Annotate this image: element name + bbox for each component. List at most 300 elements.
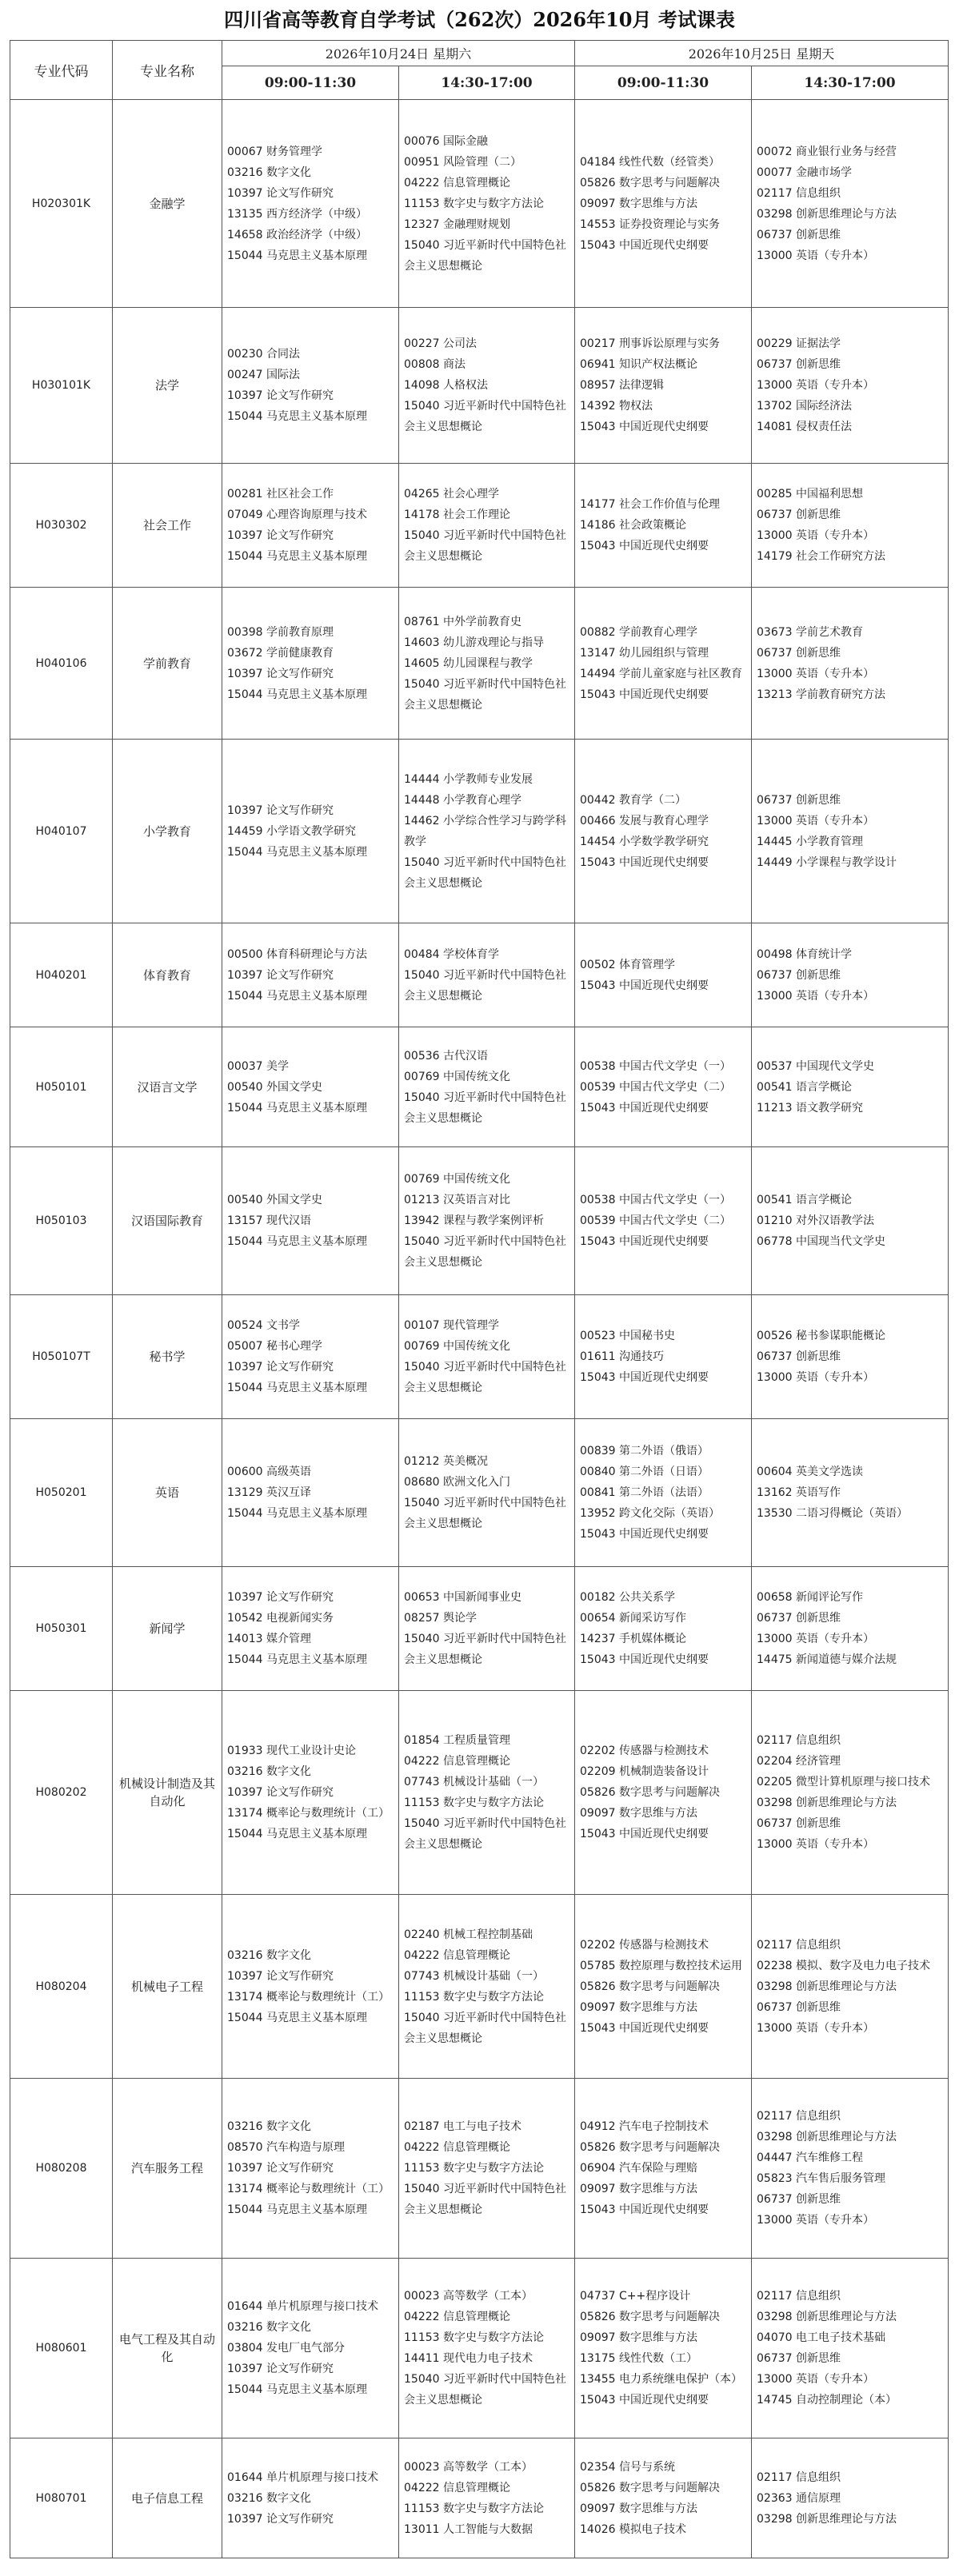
course-entry: 03216 数字文化 [227,1948,311,1962]
course-entry: 00808 商法 [404,358,466,371]
course-entry: 13702 国际经济法 [757,400,852,413]
course-entry: 02117 信息组织 [757,186,841,200]
exam-slot-cell [399,1147,575,1295]
course-entry: 14745 自动控制理论（本） [757,2394,897,2407]
exam-slot-cell [575,1691,752,1895]
exam-slot-cell [222,2079,399,2259]
course-entry: 08680 欧洲文化入门 [404,1476,510,1489]
course-entry: 15043 中国近现代史纲要 [580,1371,709,1384]
exam-slot-cell [752,1895,949,2079]
course-entry: 00538 中国古代文学史（一） [580,1194,731,1206]
course-entry: 13952 跨文化交际（英语） [580,1507,720,1520]
course-entry: 00524 文书学 [227,1319,300,1332]
table-row [10,308,949,464]
course-entry: 15044 马克思主义基本原理 [227,1101,367,1115]
exam-slot-cell [399,308,575,464]
major-code: H050103 [10,1147,113,1295]
course-entry: 03673 学前艺术教育 [757,625,863,639]
exam-slot-cell [222,2259,399,2438]
exam-slot-cell [752,923,949,1027]
course-entry: 02202 传感器与检测技术 [580,1938,709,1952]
course-entry: 06904 汽车保险与理赔 [580,2162,697,2175]
exam-slot-cell [575,1419,752,1567]
exam-slot-cell [575,1567,752,1691]
course-entry: 03298 创新思维理论与方法 [757,2311,897,2323]
course-entry: 02363 通信原理 [757,2491,841,2505]
table-row [10,2259,949,2438]
exam-slot-cell [399,588,575,740]
course-entry: 15040 习近平新时代中国特色社会主义思想概论 [404,1361,566,1394]
course-entry: 13174 概率论与数理统计（工） [227,2183,390,2195]
course-entry: 03216 数字文化 [227,2120,311,2133]
course-entry: 11153 数字史与数字方法论 [404,2331,544,2344]
course-entry: 15044 马克思主义基本原理 [227,2011,367,2024]
exam-slot-cell [752,1147,949,1295]
course-entry: 03672 学前健康教育 [227,646,334,660]
course-entry: 04184 线性代数（经管类） [580,155,720,169]
course-entry: 14448 小学教育心理学 [404,793,521,807]
major-name: 机械设计制造及其自动化 [113,1691,222,1895]
major-code: H050201 [10,1419,113,1567]
major-name: 英语 [113,1419,222,1567]
course-entry: 13162 英语写作 [757,1486,841,1499]
course-entry: 01933 现代工业设计史论 [227,1745,356,1757]
major-code: H080204 [10,1895,113,2079]
course-entry: 13175 线性代数（工） [580,2352,697,2365]
exam-slot-cell [752,1419,949,1567]
table-row [10,2079,949,2259]
course-entry: 10397 论文写作研究 [227,968,334,982]
course-entry: 15043 中国近现代史纲要 [580,2394,709,2407]
course-entry: 00840 第二外语（日语） [580,1465,709,1478]
exam-slot-cell [752,588,949,740]
course-entry: 00882 学前教育心理学 [580,625,697,639]
course-entry: 00540 外国文学史 [227,1194,322,1206]
course-entry: 14449 小学课程与教学设计 [757,855,897,869]
course-entry: 00540 外国文学史 [227,1080,322,1094]
course-entry: 05826 数字思考与问题解决 [580,2311,720,2323]
major-name: 社会工作 [113,464,222,588]
exam-slot-cell [752,1567,949,1691]
exam-slot-cell [222,1895,399,2079]
course-entry: 15040 习近平新时代中国特色社会主义思想概论 [404,1633,566,1666]
course-entry: 02117 信息组织 [757,2290,841,2303]
course-entry: 00398 学前教育原理 [227,625,334,639]
exam-slot-cell [399,2079,575,2259]
exam-slot-cell [222,1295,399,1419]
course-entry: 00526 秘书参谋职能概论 [757,1330,885,1342]
course-entry: 06737 创新思维 [757,2193,841,2206]
course-entry: 14237 手机媒体概论 [580,1633,686,1645]
course-entry: 05826 数字思考与问题解决 [580,1786,720,1799]
course-entry: 13000 英语（专升本） [757,1371,874,1384]
major-code: H080701 [10,2438,113,2558]
course-entry: 14013 媒介管理 [227,1633,311,1645]
table-row [10,1419,949,1567]
course-entry: 14178 社会工作理论 [404,508,510,521]
course-entry: 15044 马克思主义基本原理 [227,2383,367,2396]
course-entry: 11213 语文教学研究 [757,1101,863,1115]
course-entry: 13213 学前教育研究方法 [757,688,885,701]
major-code: H050301 [10,1567,113,1691]
table-row [10,464,949,588]
course-entry: 00227 公司法 [404,337,477,350]
exam-slot-cell [222,464,399,588]
course-entry: 15044 马克思主义基本原理 [227,688,367,701]
exam-slot-cell [752,100,949,308]
exam-slot-cell [399,1895,575,2079]
course-entry: 05007 秘书心理学 [227,1340,322,1353]
exam-slot-cell [399,464,575,588]
course-entry: 13174 概率论与数理统计（工） [227,1807,390,1820]
course-entry: 00604 英美文学选读 [757,1465,863,1478]
exam-slot-cell [575,308,752,464]
course-entry: 02240 机械工程控制基础 [404,1928,533,1941]
course-entry: 01210 对外汉语教学法 [757,1214,874,1227]
course-entry: 00230 合同法 [227,348,300,361]
exam-slot-cell [575,588,752,740]
course-entry: 11153 数字史与数字方法论 [404,2162,544,2175]
course-entry: 00769 中国传统文化 [404,1070,510,1083]
course-entry: 13000 英语（专升本） [757,2214,874,2227]
exam-slot-cell [575,740,752,923]
course-entry: 00539 中国古代文学史（二） [580,1080,731,1094]
course-entry: 08570 汽车构造与原理 [227,2141,345,2154]
course-entry: 00484 学校体育学 [404,947,499,961]
course-entry: 11153 数字史与数字方法论 [404,2502,544,2515]
course-entry: 04222 信息管理概论 [404,2141,510,2154]
course-entry: 04912 汽车电子控制技术 [580,2120,709,2133]
course-entry: 04222 信息管理概论 [404,1755,510,1768]
exam-slot-cell [575,464,752,588]
course-entry: 15043 中国近现代史纲要 [580,238,709,252]
table-row [10,2438,949,2558]
course-entry: 02205 微型计算机原理与接口技术 [757,1776,930,1788]
course-entry: 06737 创新思维 [757,508,841,521]
major-code: H040106 [10,588,113,740]
course-entry: 14081 侵权责任法 [757,421,852,433]
course-entry: 00076 国际金融 [404,134,488,148]
exam-slot-cell [575,1027,752,1147]
course-entry: 00600 高级英语 [227,1465,311,1478]
course-entry: 02354 信号与系统 [580,2460,675,2474]
course-entry: 06737 创新思维 [757,2000,841,2014]
header-day1: 2026年10月24日 星期六 [222,41,575,66]
course-entry: 15040 习近平新时代中国特色社会主义思想概论 [404,968,566,1003]
exam-slot-cell [222,588,399,740]
course-entry: 00023 高等数学（工本） [404,2290,533,2303]
major-name: 法学 [113,308,222,464]
course-entry: 13011 人工智能与大数据 [404,2522,533,2536]
exam-slot-cell [399,1419,575,1567]
course-entry: 00654 新闻采访写作 [580,1612,686,1625]
table-row [10,100,949,308]
course-entry: 14026 模拟电子技术 [580,2522,686,2536]
course-entry: 11153 数字史与数字方法论 [404,197,544,210]
course-entry: 14454 小学数学教学研究 [580,835,709,848]
course-entry: 10397 论文写作研究 [227,804,334,817]
exam-slot-cell [752,308,949,464]
course-entry: 13147 幼儿园组织与管理 [580,646,709,660]
course-entry: 06737 创新思维 [757,2352,841,2365]
course-entry: 06737 创新思维 [757,1350,841,1363]
course-entry: 15043 中国近现代史纲要 [580,1528,709,1541]
exam-slot-cell [399,100,575,308]
course-entry: 00107 现代管理学 [404,1319,499,1332]
course-entry: 14553 证券投资理论与实务 [580,217,720,231]
course-entry: 15040 习近平新时代中国特色社会主义思想概论 [404,1235,566,1269]
course-entry: 02204 经济管理 [757,1755,841,1768]
course-entry: 00769 中国传统文化 [404,1173,510,1186]
course-entry: 00537 中国现代文学史 [757,1059,874,1073]
course-entry: 00523 中国秘书史 [580,1330,675,1342]
course-entry: 00229 证据法学 [757,337,841,350]
course-entry: 13942 课程与教学案例评析 [404,1214,544,1227]
course-entry: 09097 数字思维与方法 [580,2331,697,2344]
exam-slot-cell [752,464,949,588]
exam-slot-cell [575,100,752,308]
course-entry: 15040 习近平新时代中国特色社会主义思想概论 [404,2183,566,2216]
course-entry: 10542 电视新闻实务 [227,1612,334,1625]
course-entry: 15040 习近平新时代中国特色社会主义思想概论 [404,677,566,712]
exam-slot-cell [575,1147,752,1295]
course-entry: 15043 中国近现代史纲要 [580,1828,709,1840]
course-entry: 04222 信息管理概论 [404,176,510,189]
course-entry: 05826 数字思考与问题解决 [580,2141,720,2154]
major-name: 体育教育 [113,923,222,1027]
header-name: 专业名称 [113,41,222,100]
course-entry: 06737 创新思维 [757,1817,841,1830]
course-entry: 00841 第二外语（法语） [580,1486,709,1499]
course-entry: 13129 英汉互译 [227,1486,311,1499]
course-entry: 15040 习近平新时代中国特色社会主义思想概论 [404,1497,566,1530]
course-entry: 14658 政治经济学（中级） [227,228,367,241]
course-entry: 10397 论文写作研究 [227,1361,334,1374]
course-entry: 13000 英语（专升本） [757,529,874,542]
exam-slot-cell [222,100,399,308]
course-entry: 14186 社会政策概论 [580,519,686,532]
course-entry: 15040 习近平新时代中国特色社会主义思想概论 [404,2373,566,2407]
exam-slot-cell [752,1027,949,1147]
course-entry: 14445 小学教育管理 [757,835,863,848]
course-entry: 10397 论文写作研究 [227,667,334,680]
course-entry: 12327 金融理财规划 [404,217,510,231]
course-entry: 14392 物权法 [580,400,653,413]
course-entry: 03298 创新思维理论与方法 [757,207,897,221]
course-entry: 05785 数控原理与数控技术运用 [580,1959,742,1972]
course-entry: 01213 汉英语言对比 [404,1194,510,1206]
table-row [10,923,949,1027]
course-entry: 02209 机械制造装备设计 [580,1765,709,1778]
table-row [10,1895,949,2079]
course-entry: 09097 数字思维与方法 [580,2502,697,2515]
course-entry: 00541 语言学概论 [757,1194,852,1206]
course-entry: 10397 论文写作研究 [227,2363,334,2375]
course-entry: 13000 英语（专升本） [757,989,874,1003]
course-entry: 06737 创新思维 [757,646,841,660]
course-entry: 15043 中国近现代史纲要 [580,979,709,992]
major-code: H040107 [10,740,113,923]
course-entry: 15043 中国近现代史纲要 [580,540,709,552]
course-entry: 07049 心理咨询原理与技术 [227,508,367,521]
course-entry: 15040 习近平新时代中国特色社会主义思想概论 [404,529,566,563]
exam-slot-cell [222,1027,399,1147]
course-entry: 01854 工程质量管理 [404,1734,510,1747]
course-entry: 11153 数字史与数字方法论 [404,1990,544,2004]
course-entry: 02187 电工与电子技术 [404,2120,521,2133]
course-entry: 00539 中国古代文学史（二） [580,1214,731,1227]
course-entry: 00653 中国新闻事业史 [404,1591,521,1604]
course-entry: 14444 小学教师专业发展 [404,772,533,786]
table-row [10,1691,949,1895]
major-name: 电子信息工程 [113,2438,222,2558]
course-entry: 02117 信息组织 [757,1734,841,1747]
course-entry: 06737 创新思维 [757,358,841,371]
major-name: 汉语言文学 [113,1027,222,1147]
exam-slot-cell [222,1419,399,1567]
exam-slot-cell [399,2438,575,2558]
schedule-body [10,100,949,2558]
exam-slot-cell [399,1295,575,1419]
course-entry: 15043 中国近现代史纲要 [580,1101,709,1115]
exam-slot-cell [575,2079,752,2259]
exam-slot-cell [575,2438,752,2558]
course-entry: 00217 刑事诉讼原理与实务 [580,337,720,350]
exam-slot-cell [399,1691,575,1895]
course-entry: 13000 英语（专升本） [757,2021,874,2035]
course-entry: 00541 语言学概论 [757,1080,852,1094]
course-entry: 00023 高等数学（工本） [404,2460,533,2474]
course-entry: 09097 数字思维与方法 [580,2183,697,2195]
course-entry: 14462 小学综合性学习与跨学科教学 [404,814,566,848]
course-entry: 04447 汽车维修工程 [757,2151,863,2164]
course-entry: 03216 数字文化 [227,1765,311,1778]
course-entry: 13000 英语（专升本） [757,1633,874,1645]
course-entry: 14475 新闻道德与媒介法规 [757,1653,897,1666]
major-code: H050101 [10,1027,113,1147]
course-entry: 02202 传感器与检测技术 [580,1745,709,1757]
course-entry: 14459 小学语文教学研究 [227,824,356,838]
course-entry: 15043 中国近现代史纲要 [580,1653,709,1666]
major-name: 小学教育 [113,740,222,923]
course-entry: 15040 习近平新时代中国特色社会主义思想概论 [404,1817,566,1851]
major-code: H080208 [10,2079,113,2259]
course-entry: 02117 信息组织 [757,2470,841,2484]
course-entry: 10397 论文写作研究 [227,1969,334,1983]
course-entry: 09097 数字思维与方法 [580,197,697,210]
course-entry: 00500 体育科研理论与方法 [227,947,367,961]
header-code: 专业代码 [10,41,113,100]
course-entry: 04222 信息管理概论 [404,2311,510,2323]
course-entry: 04222 信息管理概论 [404,2481,510,2494]
course-entry: 03298 创新思维理论与方法 [757,1980,897,1993]
exam-slot-cell [575,1895,752,2079]
course-entry: 05826 数字思考与问题解决 [580,176,720,189]
course-entry: 00077 金融市场学 [757,165,852,179]
course-entry: 15044 马克思主义基本原理 [227,845,367,859]
major-code: H050107T [10,1295,113,1419]
course-entry: 15044 马克思主义基本原理 [227,410,367,423]
course-entry: 15043 中国近现代史纲要 [580,1235,709,1248]
course-entry: 14494 学前儿童家庭与社区教育 [580,667,742,680]
course-entry: 13000 英语（专升本） [757,249,874,262]
course-entry: 03804 发电厂电气部分 [227,2342,345,2355]
course-entry: 00536 古代汉语 [404,1049,488,1063]
course-entry: 01644 单片机原理与接口技术 [227,2470,378,2484]
major-code: H030302 [10,464,113,588]
major-code: H020301K [10,100,113,308]
course-entry: 15043 中国近现代史纲要 [580,688,709,701]
course-entry: 10397 论文写作研究 [227,1591,334,1604]
course-entry: 09097 数字思维与方法 [580,1807,697,1820]
course-entry: 04265 社会心理学 [404,488,499,500]
course-entry: 06737 创新思维 [757,228,841,241]
header-slot-1: 09:00-11:30 [222,66,399,100]
major-name: 电气工程及其自动化 [113,2259,222,2438]
course-entry: 14177 社会工作价值与伦理 [580,498,720,511]
course-entry: 01212 英美概况 [404,1455,488,1468]
major-name: 金融学 [113,100,222,308]
course-entry: 00182 公共关系学 [580,1591,675,1604]
major-name: 汽车服务工程 [113,2079,222,2259]
course-entry: 00951 风险管理（二） [404,155,521,169]
course-entry: 10397 论文写作研究 [227,2162,334,2175]
course-entry: 13000 英语（专升本） [757,667,874,680]
course-entry: 13000 英语（专升本） [757,1838,874,1851]
exam-slot-cell [575,1295,752,1419]
course-entry: 00839 第二外语（俄语） [580,1445,709,1457]
exam-slot-cell [222,308,399,464]
course-entry: 14098 人格权法 [404,379,488,392]
course-entry: 01611 沟通技巧 [580,1350,664,1363]
course-entry: 04222 信息管理概论 [404,1948,510,1962]
course-entry: 00658 新闻评论写作 [757,1591,863,1604]
course-entry: 03298 创新思维理论与方法 [757,2131,897,2143]
course-entry: 02117 信息组织 [757,2110,841,2123]
course-entry: 00442 教育学（二） [580,793,686,807]
major-name: 秘书学 [113,1295,222,1419]
major-code: H030101K [10,308,113,464]
course-entry: 15040 习近平新时代中国特色社会主义思想概论 [404,400,566,433]
course-entry: 15044 马克思主义基本原理 [227,249,367,262]
exam-slot-cell [752,740,949,923]
course-entry: 01644 单片机原理与接口技术 [227,2300,378,2313]
course-entry: 00067 财务管理学 [227,145,322,158]
course-entry: 00285 中国福利思想 [757,488,863,500]
exam-slot-cell [222,1691,399,1895]
course-entry: 04737 C++程序设计 [580,2290,691,2303]
course-entry: 05826 数字思考与问题解决 [580,2481,720,2494]
course-entry: 03298 创新思维理论与方法 [757,2512,897,2526]
exam-slot-cell [222,2438,399,2558]
exam-slot-cell [399,2259,575,2438]
course-entry: 06941 知识产权法概论 [580,358,697,371]
course-entry: 03216 数字文化 [227,165,311,179]
course-entry: 15043 中国近现代史纲要 [580,855,709,869]
course-entry: 10397 论文写作研究 [227,1786,334,1799]
exam-slot-cell [399,1027,575,1147]
course-entry: 15044 马克思主义基本原理 [227,2203,367,2216]
major-name: 学前教育 [113,588,222,740]
table-row [10,1147,949,1295]
major-code: H080202 [10,1691,113,1895]
major-code: H080601 [10,2259,113,2438]
course-entry: 15044 马克思主义基本原理 [227,1828,367,1840]
course-entry: 15040 习近平新时代中国特色社会主义思想概论 [404,2011,566,2045]
course-entry: 13000 英语（专升本） [757,379,874,392]
table-row [10,588,949,740]
header-slot-4: 14:30-17:00 [752,66,949,100]
